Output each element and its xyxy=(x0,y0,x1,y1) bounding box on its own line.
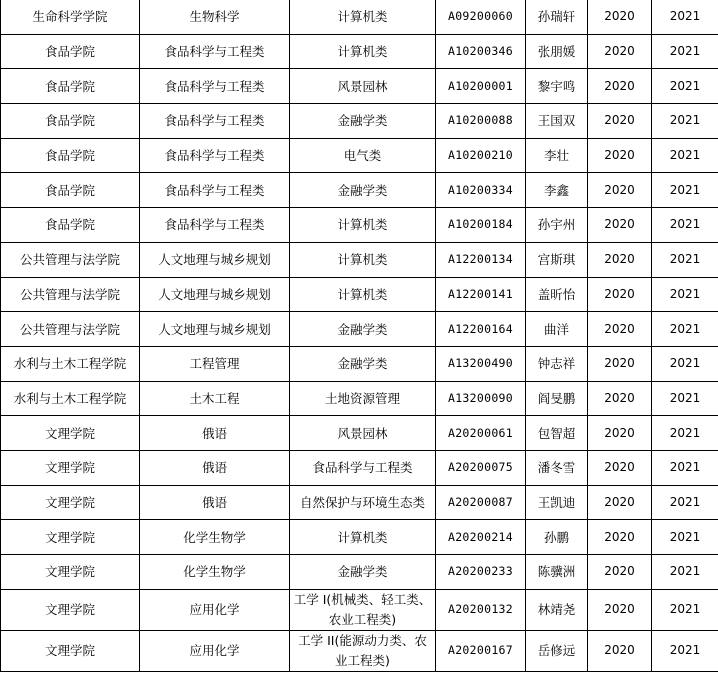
college-cell: 食品学院 xyxy=(1,208,140,243)
new-major-cell: 电气类 xyxy=(290,138,436,173)
student-id-cell: A10200184 xyxy=(436,208,526,243)
name-cell: 曲洋 xyxy=(526,312,588,347)
college-cell: 文理学院 xyxy=(1,485,140,520)
college-cell: 公共管理与法学院 xyxy=(1,242,140,277)
table-row xyxy=(1,104,718,139)
table-row xyxy=(1,69,718,104)
transfer-year-cell: 2021 xyxy=(652,416,718,451)
new-major-cell: 风景园林 xyxy=(290,416,436,451)
transfer-year-cell: 2021 xyxy=(652,0,718,34)
new-major-cell: 金融学类 xyxy=(290,555,436,590)
name-cell: 陈骥洲 xyxy=(526,555,588,590)
original-major-cell: 俄语 xyxy=(140,450,290,485)
student-id-cell: A10200001 xyxy=(436,69,526,104)
table-row xyxy=(1,173,718,208)
table-row xyxy=(1,277,718,312)
transfer-year-cell: 2021 xyxy=(652,589,718,630)
new-major-cell: 计算机类 xyxy=(290,34,436,69)
new-major-cell: 金融学类 xyxy=(290,312,436,347)
enroll-year-cell: 2020 xyxy=(588,138,652,173)
original-major-cell: 应用化学 xyxy=(140,589,290,630)
original-major-cell: 食品科学与工程类 xyxy=(140,34,290,69)
table-row xyxy=(1,242,718,277)
new-major-cell: 金融学类 xyxy=(290,346,436,381)
original-major-cell: 俄语 xyxy=(140,416,290,451)
transfer-year-cell: 2021 xyxy=(652,277,718,312)
enroll-year-cell: 2020 xyxy=(588,555,652,590)
enroll-year-cell: 2020 xyxy=(588,520,652,555)
new-major-cell: 计算机类 xyxy=(290,242,436,277)
enroll-year-cell: 2020 xyxy=(588,589,652,630)
enroll-year-cell: 2020 xyxy=(588,208,652,243)
college-cell: 文理学院 xyxy=(1,520,140,555)
table-row xyxy=(1,208,718,243)
table-row xyxy=(1,346,718,381)
transfer-year-cell: 2021 xyxy=(652,69,718,104)
student-id-cell: A20200167 xyxy=(436,630,526,671)
college-cell: 食品学院 xyxy=(1,173,140,208)
original-major-cell: 食品科学与工程类 xyxy=(140,208,290,243)
college-cell: 文理学院 xyxy=(1,416,140,451)
original-major-cell: 人文地理与城乡规划 xyxy=(140,277,290,312)
student-id-cell: A20200061 xyxy=(436,416,526,451)
transfer-year-cell: 2021 xyxy=(652,630,718,671)
name-cell: 钟志祥 xyxy=(526,346,588,381)
original-major-cell: 应用化学 xyxy=(140,630,290,671)
student-id-cell: A12200141 xyxy=(436,277,526,312)
enroll-year-cell: 2020 xyxy=(588,381,652,416)
table-body xyxy=(1,0,718,671)
transfer-year-cell: 2021 xyxy=(652,312,718,347)
college-cell: 食品学院 xyxy=(1,34,140,69)
college-cell: 文理学院 xyxy=(1,555,140,590)
enroll-year-cell: 2020 xyxy=(588,104,652,139)
table-row xyxy=(1,630,718,671)
college-cell: 水利与土木工程学院 xyxy=(1,381,140,416)
name-cell: 林靖尧 xyxy=(526,589,588,630)
transfer-year-cell: 2021 xyxy=(652,208,718,243)
original-major-cell: 土木工程 xyxy=(140,381,290,416)
enroll-year-cell: 2020 xyxy=(588,173,652,208)
transfer-year-cell: 2021 xyxy=(652,485,718,520)
college-cell: 公共管理与法学院 xyxy=(1,277,140,312)
college-cell: 文理学院 xyxy=(1,630,140,671)
student-id-cell: A13200490 xyxy=(436,346,526,381)
student-id-cell: A20200233 xyxy=(436,555,526,590)
enroll-year-cell: 2020 xyxy=(588,312,652,347)
enroll-year-cell: 2020 xyxy=(588,34,652,69)
original-major-cell: 食品科学与工程类 xyxy=(140,104,290,139)
name-cell: 岳修远 xyxy=(526,630,588,671)
new-major-cell: 风景园林 xyxy=(290,69,436,104)
name-cell: 孙宇州 xyxy=(526,208,588,243)
table-row xyxy=(1,416,718,451)
name-cell: 王凯迪 xyxy=(526,485,588,520)
new-major-cell: 土地资源管理 xyxy=(290,381,436,416)
original-major-cell: 工程管理 xyxy=(140,346,290,381)
transfer-year-cell: 2021 xyxy=(652,138,718,173)
table-row xyxy=(1,381,718,416)
table-row xyxy=(1,555,718,590)
table-row xyxy=(1,0,718,34)
table-row xyxy=(1,34,718,69)
name-cell: 黎宇鸣 xyxy=(526,69,588,104)
student-id-cell: A13200090 xyxy=(436,381,526,416)
student-id-cell: A12200164 xyxy=(436,312,526,347)
name-cell: 阎旻鹏 xyxy=(526,381,588,416)
student-id-cell: A20200132 xyxy=(436,589,526,630)
college-cell: 文理学院 xyxy=(1,450,140,485)
table-row xyxy=(1,312,718,347)
college-cell: 食品学院 xyxy=(1,69,140,104)
enroll-year-cell: 2020 xyxy=(588,0,652,34)
table-row xyxy=(1,450,718,485)
new-major-cell: 自然保护与环境生态类 xyxy=(290,485,436,520)
new-major-cell: 计算机类 xyxy=(290,208,436,243)
new-major-cell: 食品科学与工程类 xyxy=(290,450,436,485)
college-cell: 文理学院 xyxy=(1,589,140,630)
original-major-cell: 食品科学与工程类 xyxy=(140,138,290,173)
transfer-year-cell: 2021 xyxy=(652,555,718,590)
new-major-cell: 金融学类 xyxy=(290,173,436,208)
transfer-year-cell: 2021 xyxy=(652,173,718,208)
student-id-cell: A20200087 xyxy=(436,485,526,520)
student-id-cell: A10200346 xyxy=(436,34,526,69)
enroll-year-cell: 2020 xyxy=(588,277,652,312)
name-cell: 盖昕怡 xyxy=(526,277,588,312)
original-major-cell: 生物科学 xyxy=(140,0,290,34)
enroll-year-cell: 2020 xyxy=(588,242,652,277)
student-id-cell: A20200075 xyxy=(436,450,526,485)
new-major-cell: 计算机类 xyxy=(290,0,436,34)
new-major-cell: 工学 II(能源动力类、农业工程类) xyxy=(290,630,436,671)
student-id-cell: A10200210 xyxy=(436,138,526,173)
name-cell: 宫斯琪 xyxy=(526,242,588,277)
name-cell: 李壮 xyxy=(526,138,588,173)
original-major-cell: 俄语 xyxy=(140,485,290,520)
table-row xyxy=(1,589,718,630)
enroll-year-cell: 2020 xyxy=(588,69,652,104)
enroll-year-cell: 2020 xyxy=(588,416,652,451)
original-major-cell: 人文地理与城乡规划 xyxy=(140,242,290,277)
enroll-year-cell: 2020 xyxy=(588,450,652,485)
transfer-year-cell: 2021 xyxy=(652,381,718,416)
new-major-cell: 计算机类 xyxy=(290,277,436,312)
enroll-year-cell: 2020 xyxy=(588,485,652,520)
college-cell: 食品学院 xyxy=(1,138,140,173)
student-id-cell: A12200134 xyxy=(436,242,526,277)
original-major-cell: 化学生物学 xyxy=(140,555,290,590)
name-cell: 张朋媛 xyxy=(526,34,588,69)
student-id-cell: A10200334 xyxy=(436,173,526,208)
enroll-year-cell: 2020 xyxy=(588,630,652,671)
student-id-cell: A20200214 xyxy=(436,520,526,555)
name-cell: 孙瑞轩 xyxy=(526,0,588,34)
original-major-cell: 食品科学与工程类 xyxy=(140,173,290,208)
original-major-cell: 化学生物学 xyxy=(140,520,290,555)
new-major-cell: 计算机类 xyxy=(290,520,436,555)
original-major-cell: 食品科学与工程类 xyxy=(140,69,290,104)
college-cell: 生命科学学院 xyxy=(1,0,140,34)
new-major-cell: 金融学类 xyxy=(290,104,436,139)
name-cell: 李鑫 xyxy=(526,173,588,208)
college-cell: 食品学院 xyxy=(1,104,140,139)
transfer-year-cell: 2021 xyxy=(652,104,718,139)
college-cell: 公共管理与法学院 xyxy=(1,312,140,347)
transfer-year-cell: 2021 xyxy=(652,520,718,555)
original-major-cell: 人文地理与城乡规划 xyxy=(140,312,290,347)
new-major-cell: 工学 I(机械类、轻工类、农业工程类) xyxy=(290,589,436,630)
transfer-year-cell: 2021 xyxy=(652,242,718,277)
student-id-cell: A10200088 xyxy=(436,104,526,139)
table-row xyxy=(1,138,718,173)
name-cell: 王国双 xyxy=(526,104,588,139)
table-row xyxy=(1,485,718,520)
table-row xyxy=(1,520,718,555)
enroll-year-cell: 2020 xyxy=(588,346,652,381)
name-cell: 潘冬雪 xyxy=(526,450,588,485)
transfer-year-cell: 2021 xyxy=(652,450,718,485)
name-cell: 包智超 xyxy=(526,416,588,451)
name-cell: 孙鹏 xyxy=(526,520,588,555)
student-id-cell: A09200060 xyxy=(436,0,526,34)
transfer-year-cell: 2021 xyxy=(652,346,718,381)
college-cell: 水利与土木工程学院 xyxy=(1,346,140,381)
transfer-year-cell: 2021 xyxy=(652,34,718,69)
